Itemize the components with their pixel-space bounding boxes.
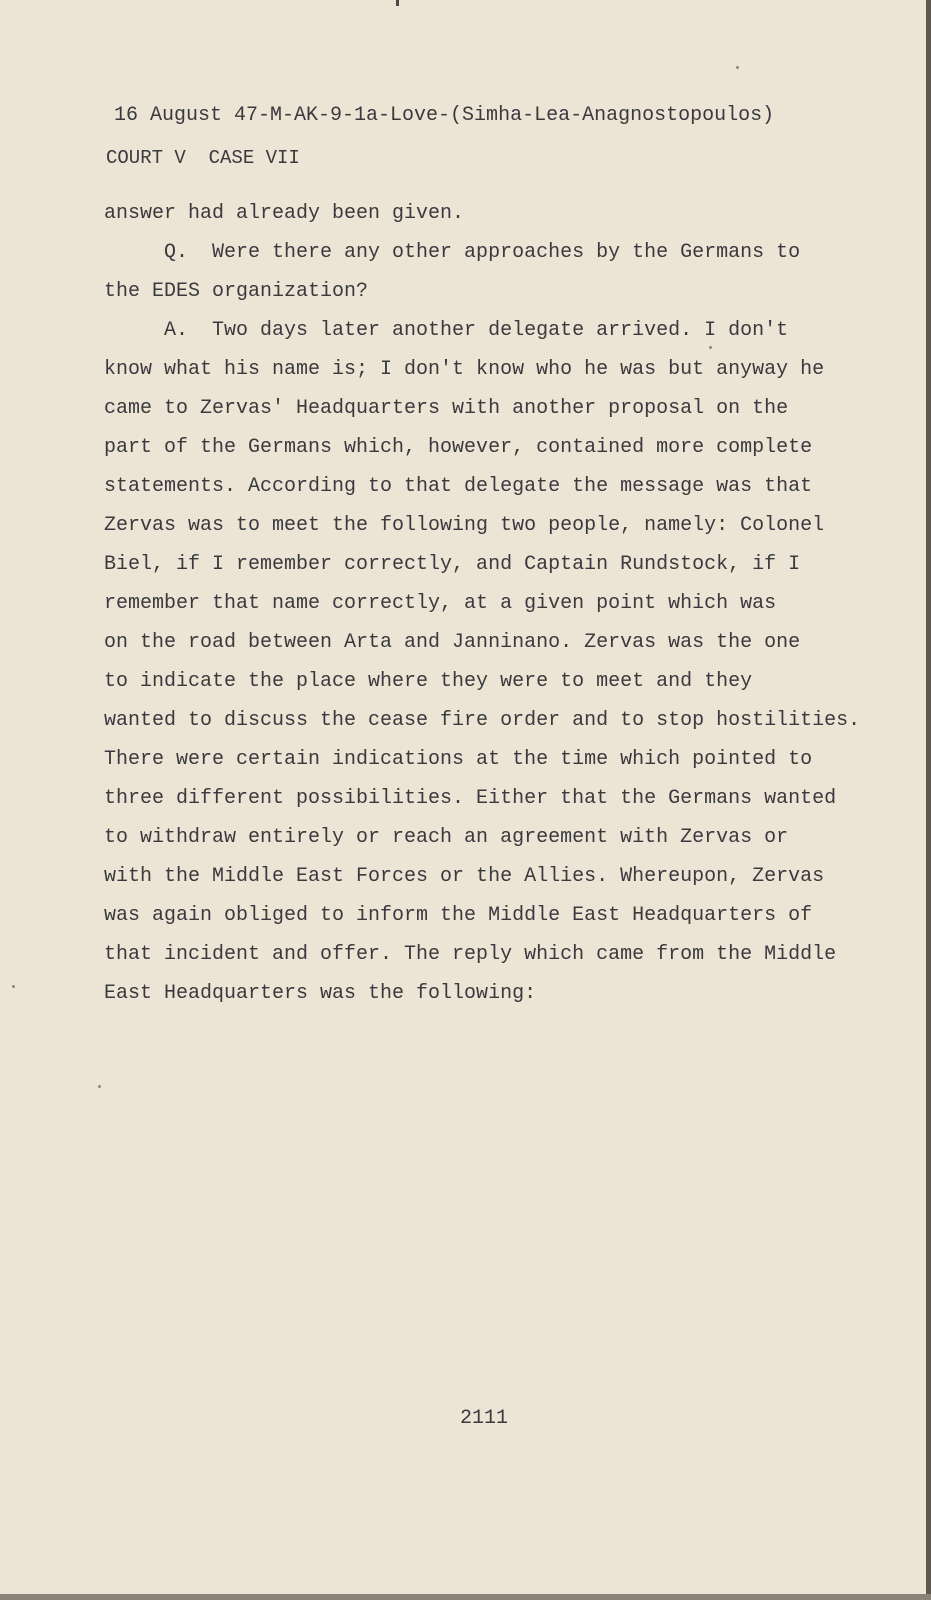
body-line: Zervas was to meet the following two people, namely: Colonel <box>104 514 825 537</box>
body-line: wanted to discuss the cease fire order and to stop hostilities. <box>104 709 861 732</box>
punch-mark <box>396 0 399 6</box>
header-court-line: COURT V CASE VII <box>106 147 300 169</box>
body-line: on the road between Arta and Janninano. Zervas was the one <box>104 631 801 654</box>
page-number: 2111 <box>460 1407 509 1430</box>
body-line: part of the Germans which, however, contained more complete <box>104 436 813 459</box>
paper-speck <box>98 1085 101 1088</box>
body-line: East Headquarters was the following: <box>104 982 537 1005</box>
page-bottom-edge <box>0 1594 931 1600</box>
body-line: remember that name correctly, at a given point which was <box>104 592 777 615</box>
body-line: Biel, if I remember correctly, and Captain Rundstock, if I <box>104 553 801 576</box>
header-case-line: 16 August 47-M-AK-9-1a-Love-(Simha-Lea-Anagnostopoulos) <box>114 104 775 127</box>
body-line: A. Two days later another delegate arrived. I don't <box>104 319 789 342</box>
page-edge-shadow <box>926 0 931 1600</box>
paper-speck <box>12 985 15 988</box>
body-line: answer had already been given. <box>104 202 465 225</box>
body-line: There were certain indications at the time which pointed to <box>104 748 813 771</box>
body-line: was again obliged to inform the Middle East Headquarters of <box>104 904 813 927</box>
body-line: Q. Were there any other approaches by the Germans to <box>104 241 801 264</box>
body-line: three different possibilities. Either that the Germans wanted <box>104 787 837 810</box>
paper-speck <box>736 66 739 69</box>
paper-speck <box>709 346 712 349</box>
body-line: statements. According to that delegate the message was that <box>104 475 813 498</box>
body-line: with the Middle East Forces or the Allies. Whereupon, Zervas <box>104 865 825 888</box>
body-line: came to Zervas' Headquarters with another proposal on the <box>104 397 789 420</box>
body-line: the EDES organization? <box>104 280 369 303</box>
body-line: to withdraw entirely or reach an agreement with Zervas or <box>104 826 789 849</box>
body-line: that incident and offer. The reply which came from the Middle <box>104 943 837 966</box>
body-line: know what his name is; I don't know who he was but anyway he <box>104 358 825 381</box>
body-line: to indicate the place where they were to meet and they <box>104 670 753 693</box>
